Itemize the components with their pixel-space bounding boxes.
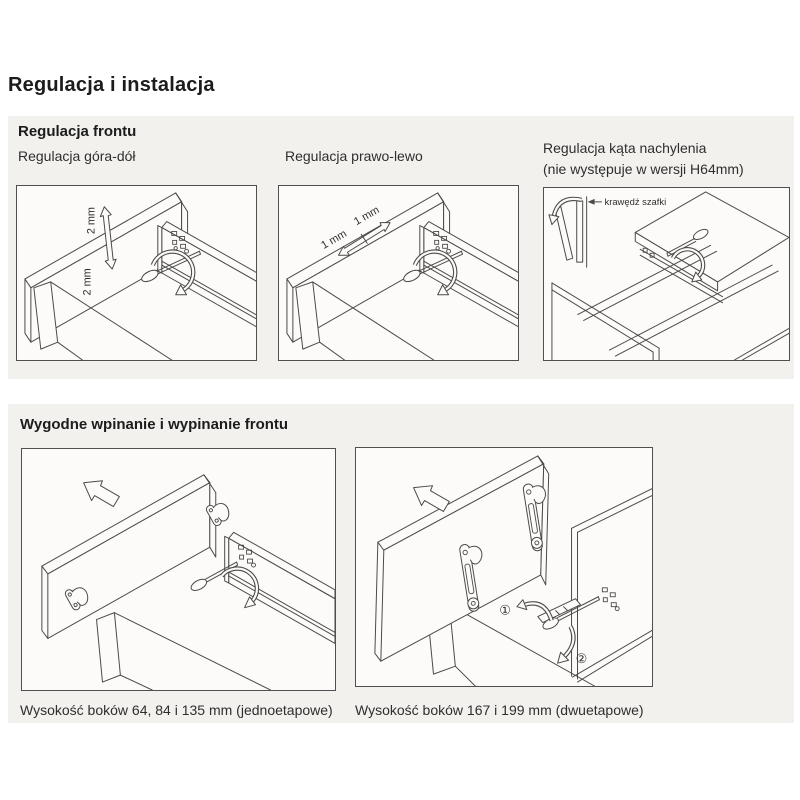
front-panel-detached (42, 475, 216, 639)
single-stage-drawing (22, 449, 335, 690)
diagram-single-stage (21, 448, 336, 691)
tilt-drawing (544, 188, 789, 360)
caption-left-right: Regulacja prawo-lewo (285, 148, 423, 164)
two-stage-drawing (356, 448, 652, 686)
direction-arrow-icon (84, 481, 120, 507)
drawer-bottom-panel (97, 613, 271, 690)
diagram-two-stage (355, 447, 653, 687)
caption-two-stage: Wysokość boków 167 i 199 mm (dwuetapowe) (355, 702, 644, 718)
section-front-mounting (8, 404, 794, 723)
label-1mm-right: 1 mm (351, 204, 382, 229)
label-1mm-left: 1 mm (319, 227, 349, 252)
drawer-side-panel (225, 532, 335, 643)
label-step1: ① (499, 602, 511, 618)
label-step2: ② (575, 651, 588, 667)
left-right-drawing (279, 186, 518, 360)
cabinet-shelf-lines (734, 328, 789, 360)
caption-tilt-line2: (nie występuje w wersji H64mm) (543, 161, 744, 177)
drawer-side-panel (420, 222, 518, 330)
mounting-holes (602, 588, 619, 611)
edge-leader-arrow (588, 199, 602, 205)
up-down-drawing (17, 186, 256, 360)
caption-tilt-line1: Regulacja kąta nachylenia (543, 140, 707, 156)
drawer-side-panel (158, 222, 256, 330)
diagram-tilt (543, 187, 790, 361)
section-front-mounting-header: Wygodne wpinanie i wypinanie frontu (20, 416, 289, 433)
caption-tilt (543, 138, 793, 180)
section-front-adjustment-header: Regulacja frontu (18, 123, 137, 140)
diagram-up-down (16, 185, 257, 361)
diagram-left-right (278, 185, 519, 361)
page-title: Regulacja i instalacja (8, 74, 215, 96)
label-cabinet-edge: krawędź szafki (604, 195, 667, 207)
caption-up-down: Regulacja góra-dół (18, 148, 136, 164)
drawer-front-panel (552, 283, 659, 360)
direction-arrow-icon (414, 486, 450, 512)
label-2mm-bottom: 2 mm (81, 268, 94, 296)
section-front-adjustment (8, 116, 794, 379)
caption-single-stage: Wysokość boków 64, 84 i 135 mm (jednoetapowe) (20, 702, 333, 718)
label-2mm-top: 2 mm (85, 207, 98, 235)
